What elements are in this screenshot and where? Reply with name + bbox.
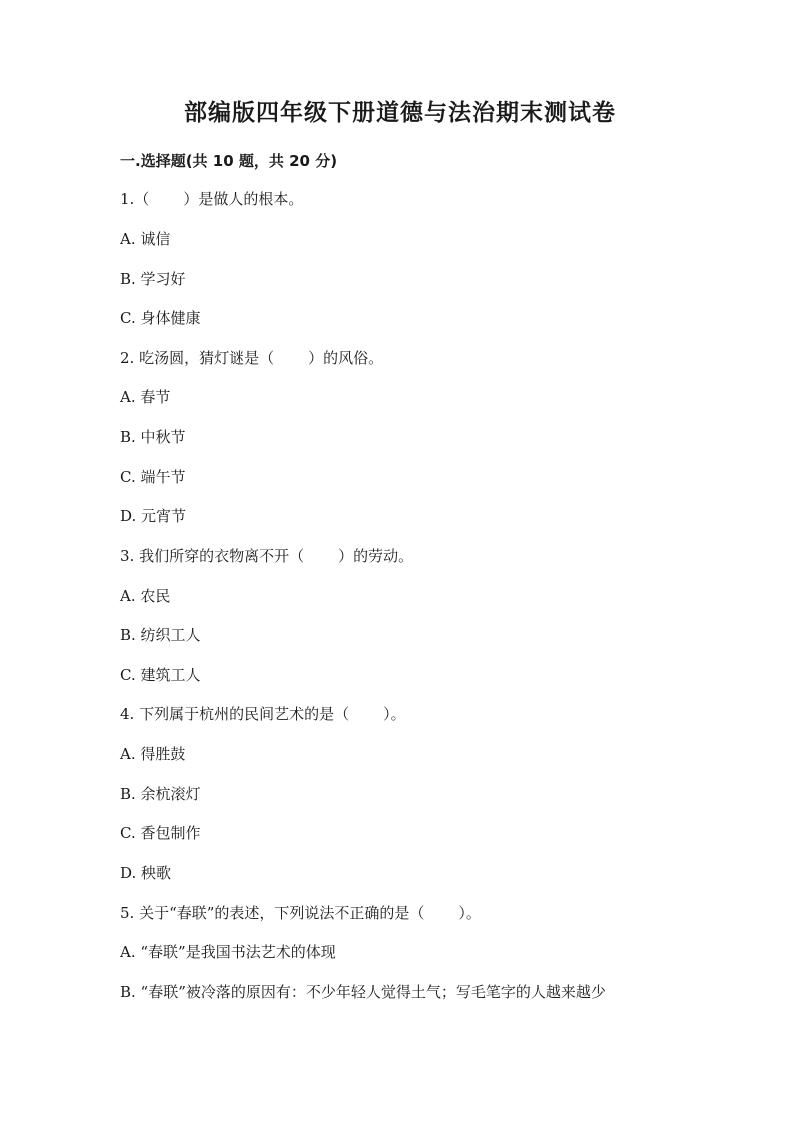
page-title: 部编版四年级下册道德与法治期末测试卷 — [184, 100, 616, 126]
question-stem-before: 1.（ — [120, 190, 150, 208]
question-stem-after: ）的风俗。 — [308, 349, 384, 367]
question-stem-after: ）。 — [383, 705, 406, 723]
question-stem-before: 5. 关于“春联”的表述，下列说法不正确的是（ — [120, 904, 425, 922]
question-stem-before: 2. 吃汤圆，猜灯谜是（ — [120, 349, 275, 367]
question-4 — [120, 703, 406, 724]
option-2b: B. 中秋节 — [120, 428, 186, 446]
question-stem-before: 4. 下列属于杭州的民间艺术的是（ — [120, 705, 350, 723]
option-1c: C. 身体健康 — [120, 309, 201, 327]
option-3b: B. 纺织工人 — [120, 626, 201, 644]
option-2d: D. 元宵节 — [120, 507, 187, 525]
option-2c: C. 端午节 — [120, 468, 186, 486]
option-5a: A. “春联”是我国书法艺术的体现 — [120, 943, 336, 961]
option-1b: B. 学习好 — [120, 270, 186, 288]
option-3a: A. 农民 — [120, 587, 171, 605]
option-4a: A. 得胜鼓 — [120, 745, 186, 763]
question-stem-after: ）是做人的根本。 — [183, 190, 304, 208]
section-heading: 一.选择题(共 10 题，共 20 分) — [120, 152, 338, 170]
question-1 — [120, 188, 303, 209]
option-2a: A. 春节 — [120, 388, 171, 406]
question-5 — [120, 902, 481, 923]
option-4b: B. 余杭滚灯 — [120, 785, 201, 803]
option-3c: C. 建筑工人 — [120, 666, 201, 684]
option-4c: C. 香包制作 — [120, 824, 201, 842]
question-stem-after: ）的劳动。 — [338, 547, 414, 565]
question-stem-before: 3. 我们所穿的衣物离不开（ — [120, 547, 305, 565]
question-stem-after: ）。 — [458, 904, 481, 922]
question-3 — [120, 545, 413, 566]
question-2 — [120, 347, 383, 368]
option-4d: D. 秧歌 — [120, 864, 172, 882]
option-1a: A. 诚信 — [120, 230, 171, 248]
option-5b: B. “春联”被冷落的原因有：不少年轻人觉得土气；写毛笔字的人越来越少 — [120, 983, 606, 1001]
